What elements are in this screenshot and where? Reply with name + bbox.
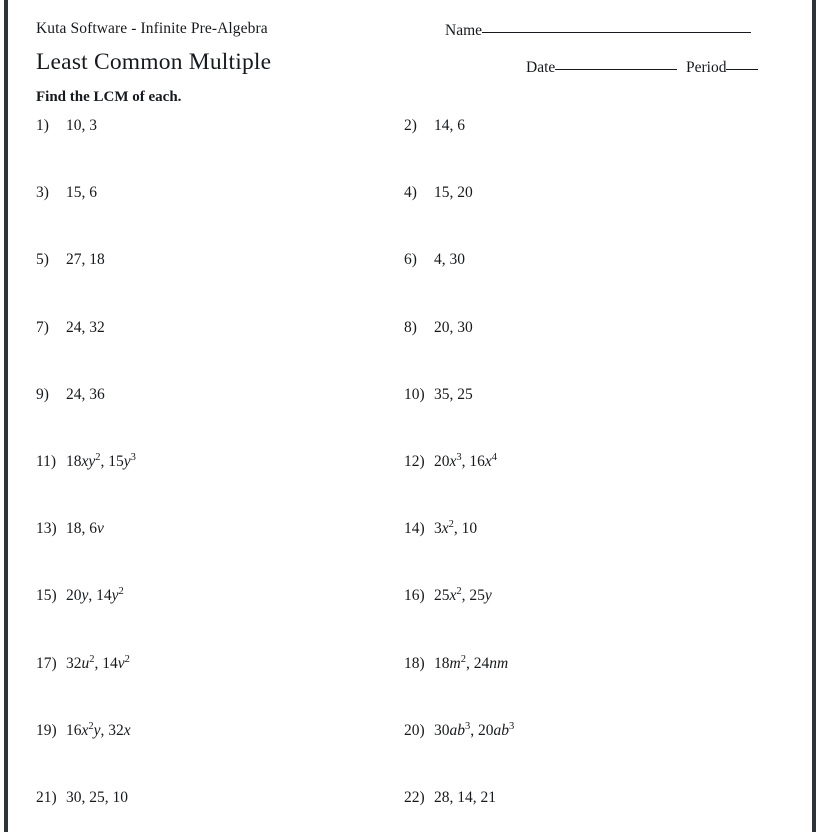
problem-number: 10)	[404, 385, 425, 403]
problem-expression: 30, 25, 10	[66, 789, 128, 806]
problem-19	[36, 720, 131, 739]
problem-2	[404, 118, 465, 134]
problem-number: 16)	[404, 587, 425, 605]
problem-expression: $30ab^3$, $20ab^3$	[434, 720, 515, 739]
problem-expression: 10, 3	[66, 117, 97, 134]
problem-expression: 15, 20	[434, 184, 473, 202]
problem-expression: 14, 6	[434, 117, 465, 134]
date-field[interactable]	[526, 57, 677, 77]
problem-14	[404, 521, 477, 537]
problem-number: 11)	[36, 453, 57, 470]
problem-number: 9)	[36, 385, 49, 403]
problem-number: 22)	[404, 789, 425, 806]
date-field-rule[interactable]	[555, 57, 677, 70]
problem-expression: $18xy^2$, $15y^3$	[66, 451, 136, 470]
problem-number: 6)	[404, 251, 417, 269]
problem-16	[404, 588, 492, 604]
problem-expression: 20, 30	[434, 318, 473, 336]
period-field-rule[interactable]	[726, 57, 758, 70]
problem-expression: 4, 30	[434, 251, 465, 269]
period-field[interactable]	[686, 57, 758, 77]
problem-expression: 27, 18	[66, 251, 105, 269]
problem-15	[36, 588, 124, 604]
problem-expression: 35, 25	[434, 385, 473, 403]
period-field-label: Period	[686, 59, 727, 76]
problem-expression: $20x^3$, $16x^4$	[434, 451, 498, 470]
problem-expression: $3x^2$, 10	[434, 519, 478, 538]
problem-number: 12)	[404, 453, 425, 470]
page-right-edge-rule	[812, 0, 816, 832]
problem-expression: 24, 36	[66, 385, 105, 403]
problem-21	[36, 790, 128, 806]
problem-expression: $18m^2$, 24nm	[434, 653, 509, 672]
problem-1	[36, 118, 97, 134]
problem-number: 20)	[404, 721, 425, 739]
problem-number: 8)	[404, 318, 417, 336]
problem-17	[36, 653, 130, 672]
problem-3	[36, 185, 97, 201]
problem-5	[36, 252, 105, 268]
problem-expression: 28, 14, 21	[434, 789, 496, 806]
problem-number: 15)	[36, 587, 57, 605]
problem-6	[404, 252, 465, 268]
problem-expression: 24, 32	[66, 318, 105, 336]
problem-18	[404, 653, 509, 672]
problem-22	[404, 790, 496, 806]
problem-expression: 18, 6v	[66, 520, 104, 538]
problem-number: 2)	[404, 117, 417, 134]
problem-number: 5)	[36, 251, 49, 269]
problem-number: 19)	[36, 721, 57, 739]
problem-number: 17)	[36, 654, 57, 672]
problem-4	[404, 185, 473, 201]
problem-number: 3)	[36, 184, 49, 202]
date-field-label: Date	[526, 59, 556, 76]
problem-10	[404, 387, 473, 403]
page-title: Least Common Multiple	[36, 49, 272, 75]
page-sheet	[8, 0, 812, 832]
problem-expression: 15, 6	[66, 184, 97, 202]
problem-number: 13)	[36, 520, 57, 538]
problem-expression: $25x^2$, 25y	[434, 586, 492, 605]
problem-expression: $16x^2y$, 32x	[66, 720, 131, 739]
problem-number: 18)	[404, 654, 425, 672]
problem-11	[36, 451, 136, 470]
problem-number: 1)	[36, 117, 49, 134]
problem-8	[404, 320, 473, 336]
problem-number: 7)	[36, 318, 49, 336]
problem-number: 4)	[404, 184, 417, 202]
problem-7	[36, 320, 105, 336]
name-field-rule[interactable]	[482, 20, 751, 33]
publisher-line: Kuta Software - Infinite Pre-Algebra	[36, 20, 268, 37]
problem-9	[36, 387, 105, 403]
name-field[interactable]	[445, 20, 751, 40]
name-field-label: Name	[445, 22, 483, 39]
problem-expression: 20y, $14y^2$	[66, 586, 124, 605]
problem-number: 21)	[36, 789, 57, 806]
problem-number: 14)	[404, 520, 425, 538]
problem-expression: $32u^2$, $14v^2$	[66, 653, 130, 672]
problem-20	[404, 720, 515, 739]
instructions-line: Find the LCM of each.	[36, 89, 182, 105]
problem-12	[404, 451, 498, 470]
problem-13	[36, 521, 104, 537]
